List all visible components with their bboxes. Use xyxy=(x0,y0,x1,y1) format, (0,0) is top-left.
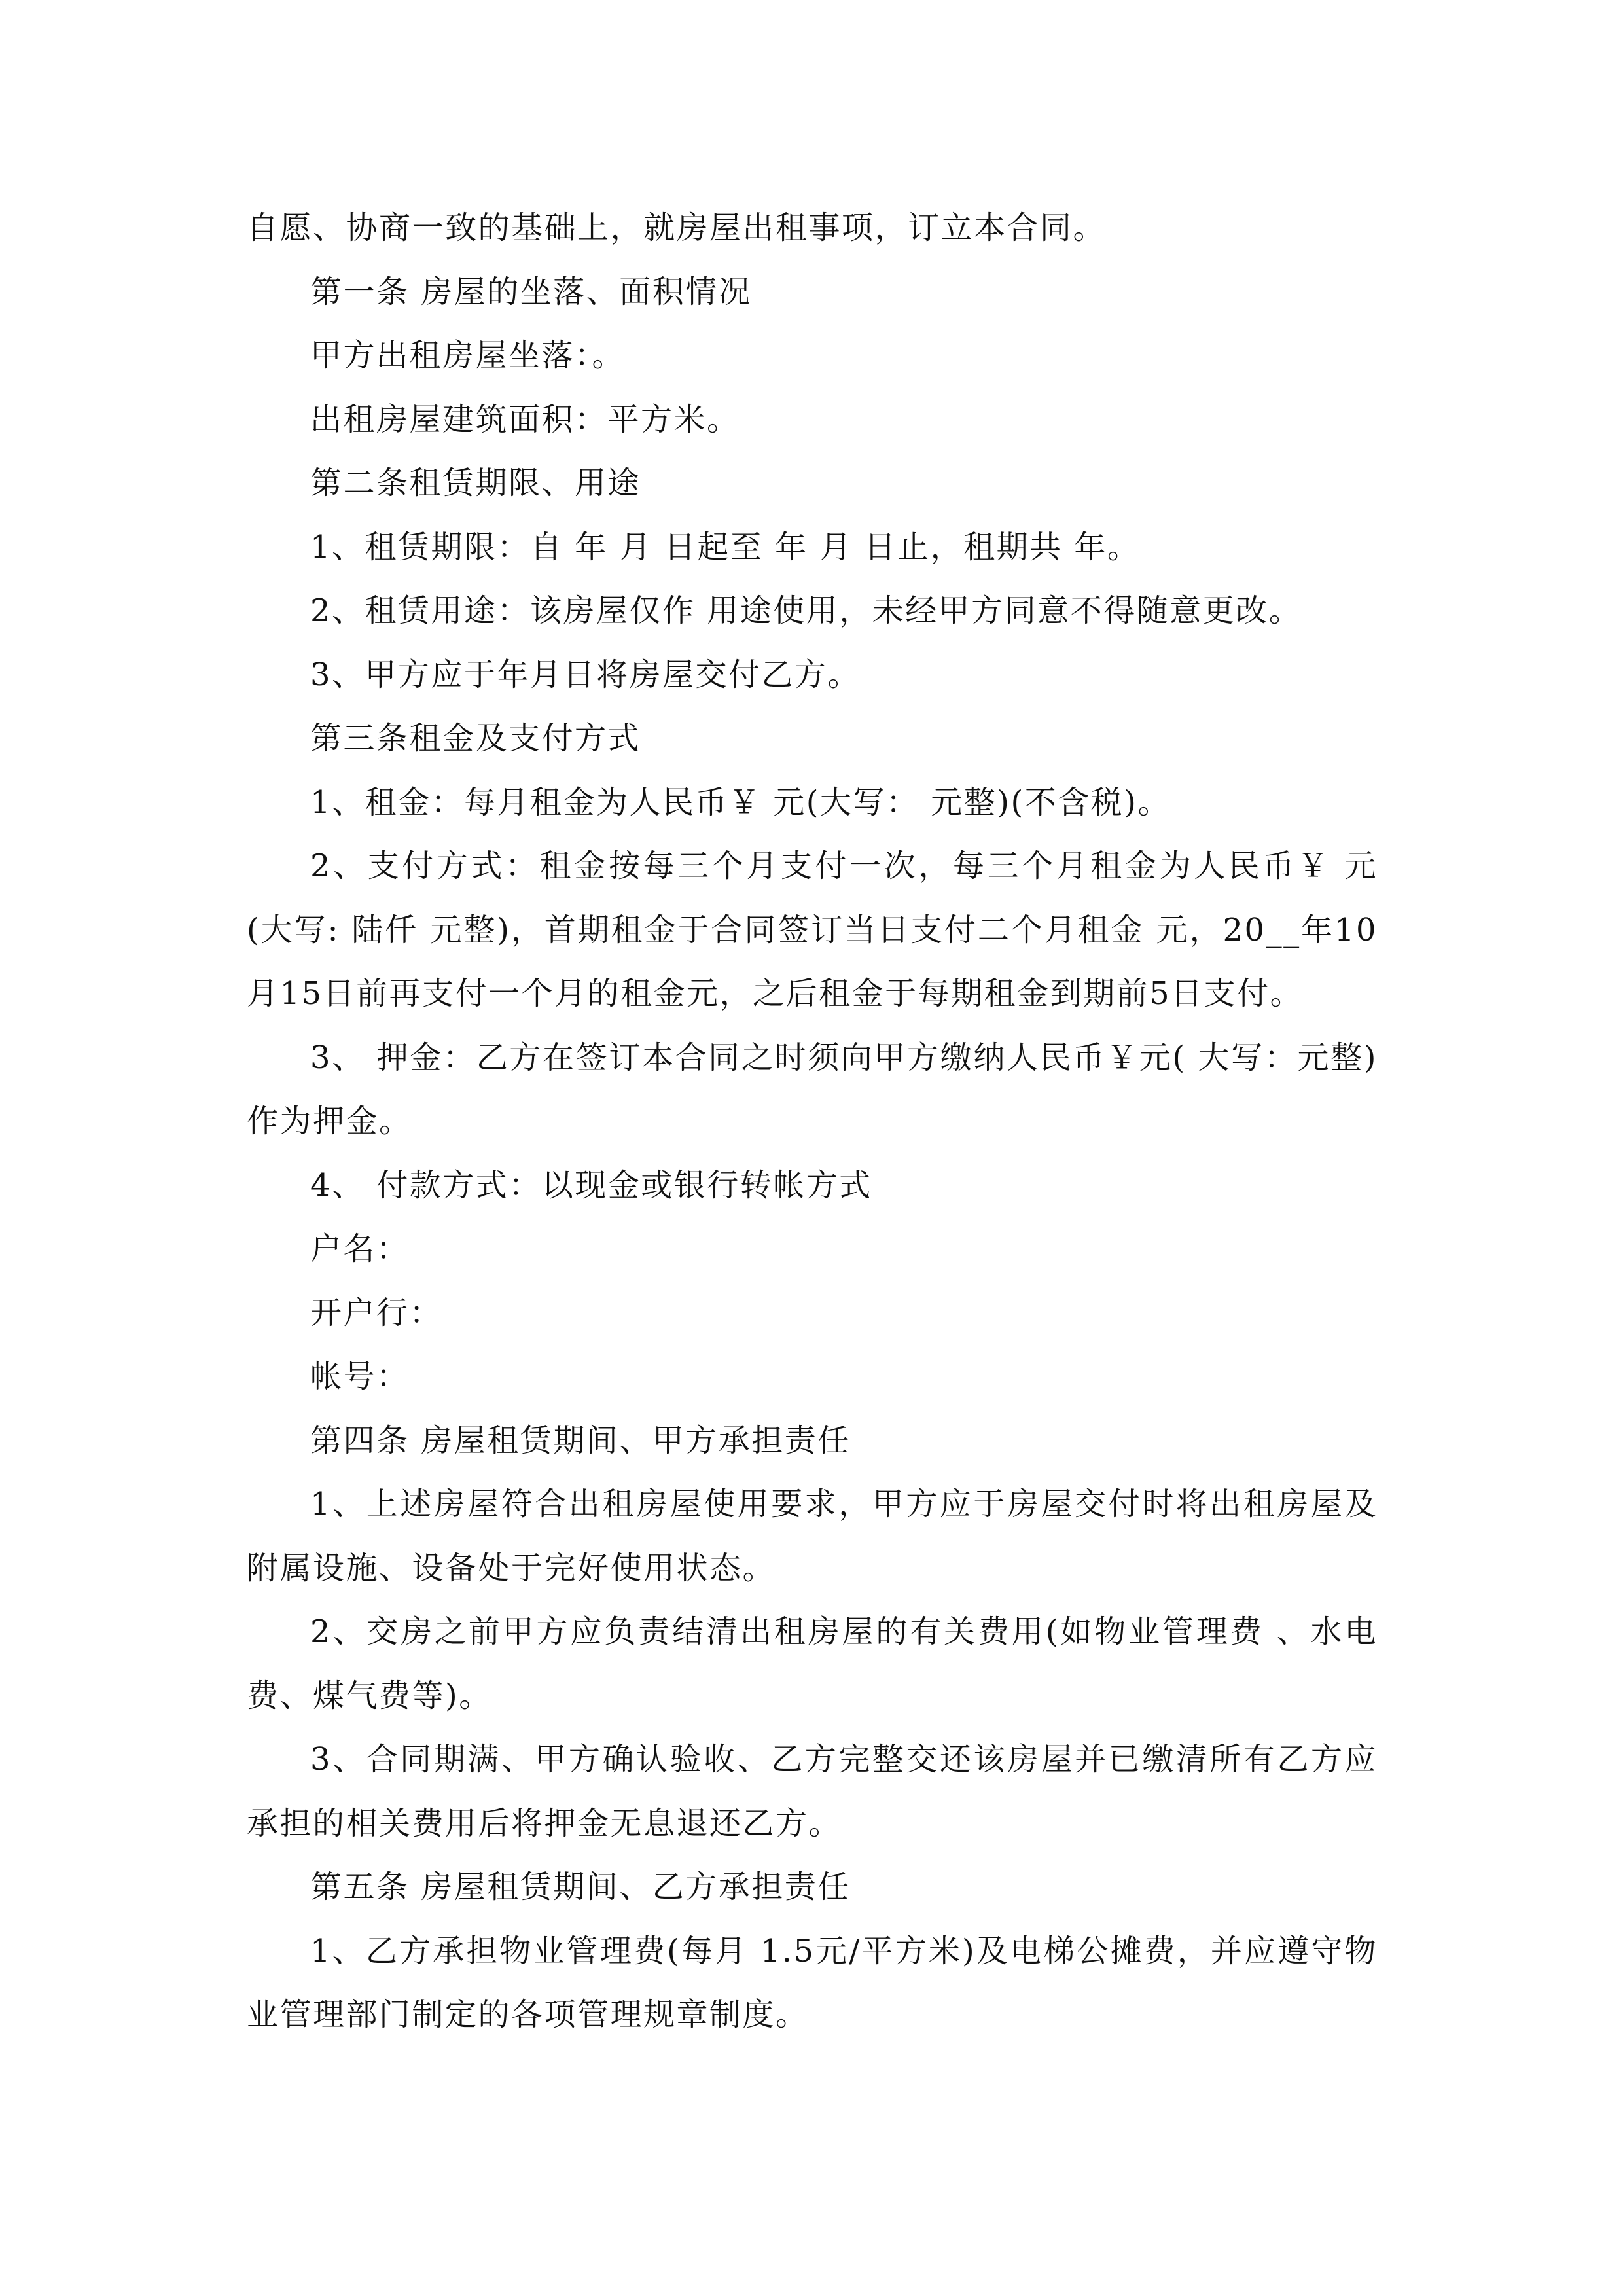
lease-purpose: 2、租赁用途：该房屋仅作 用途使用，未经甲方同意不得随意更改。 xyxy=(310,592,1302,629)
article-4-heading: 第四条 房屋租赁期间、甲方承担责任 xyxy=(310,1422,851,1459)
monthly-rent: 1、租金：每月租金为人民币￥ 元(大写： 元整)(不含税)。 xyxy=(310,783,1171,821)
article-2-heading: 第二条租赁期限、用途 xyxy=(310,465,641,501)
payment-schedule: 2、支付方式：租金按每三个月支付一次，每三个月租金为人民币￥ 元(大写: 陆仟 元整)，首期租金于合同签订当日支付二个月租金 元，20__年10月15日前再支付一个月的租金元，之后租金于每期租金到期前5日支付。 xyxy=(247,848,1378,1012)
property-area: 出租房屋建筑面积：平方米。 xyxy=(310,401,740,438)
payment-method: 4、 付款方式：以现金或银行转帐方式 xyxy=(310,1166,872,1204)
paragraph-intro-continuation: 自愿、协商一致的基础上，就房屋出租事项，订立本合同。 xyxy=(247,209,1107,246)
article-3-heading: 第三条租金及支付方式 xyxy=(310,720,641,757)
lessor-duty-1: 1、上述房屋符合出租房屋使用要求，甲方应于房屋交付时将出租房屋及附属设施、设备处于完好使用状态。 xyxy=(247,1486,1378,1587)
lessor-duty-3: 3、合同期满、甲方确认验收、乙方完整交还该房屋并已缴清所有乙方应承担的相关费用后将押金无息退还乙方。 xyxy=(247,1741,1378,1842)
account-bank: 开户行： xyxy=(310,1294,443,1331)
lease-term: 1、租赁期限：自 年 月 日起至 年 月 日止，租期共 年。 xyxy=(310,528,1141,565)
lessor-duty-2: 2、交房之前甲方应负责结清出租房屋的有关费用(如物业管理费 、水电费、煤气费等)。 xyxy=(247,1613,1378,1714)
account-number: 帐号： xyxy=(310,1358,410,1395)
property-location: 甲方出租房屋坐落：。 xyxy=(310,337,626,374)
deposit: 3、 押金：乙方在签订本合同之时须向甲方缴纳人民币￥元( 大写：元整)作为押金。 xyxy=(247,1039,1378,1139)
contract-body xyxy=(247,196,1378,2047)
account-name: 户名： xyxy=(310,1230,410,1267)
delivery-date: 3、甲方应于年月日将房屋交付乙方。 xyxy=(310,656,861,693)
article-1-heading: 第一条 房屋的坐落、面积情况 xyxy=(310,273,752,310)
lessee-duty-1: 1、乙方承担物业管理费(每月 1.5元/平方米)及电梯公摊费，并应遵守物业管理部门制定的各项管理规章制度。 xyxy=(247,1932,1378,2033)
article-5-heading: 第五条 房屋租赁期间、乙方承担责任 xyxy=(310,1869,851,1905)
